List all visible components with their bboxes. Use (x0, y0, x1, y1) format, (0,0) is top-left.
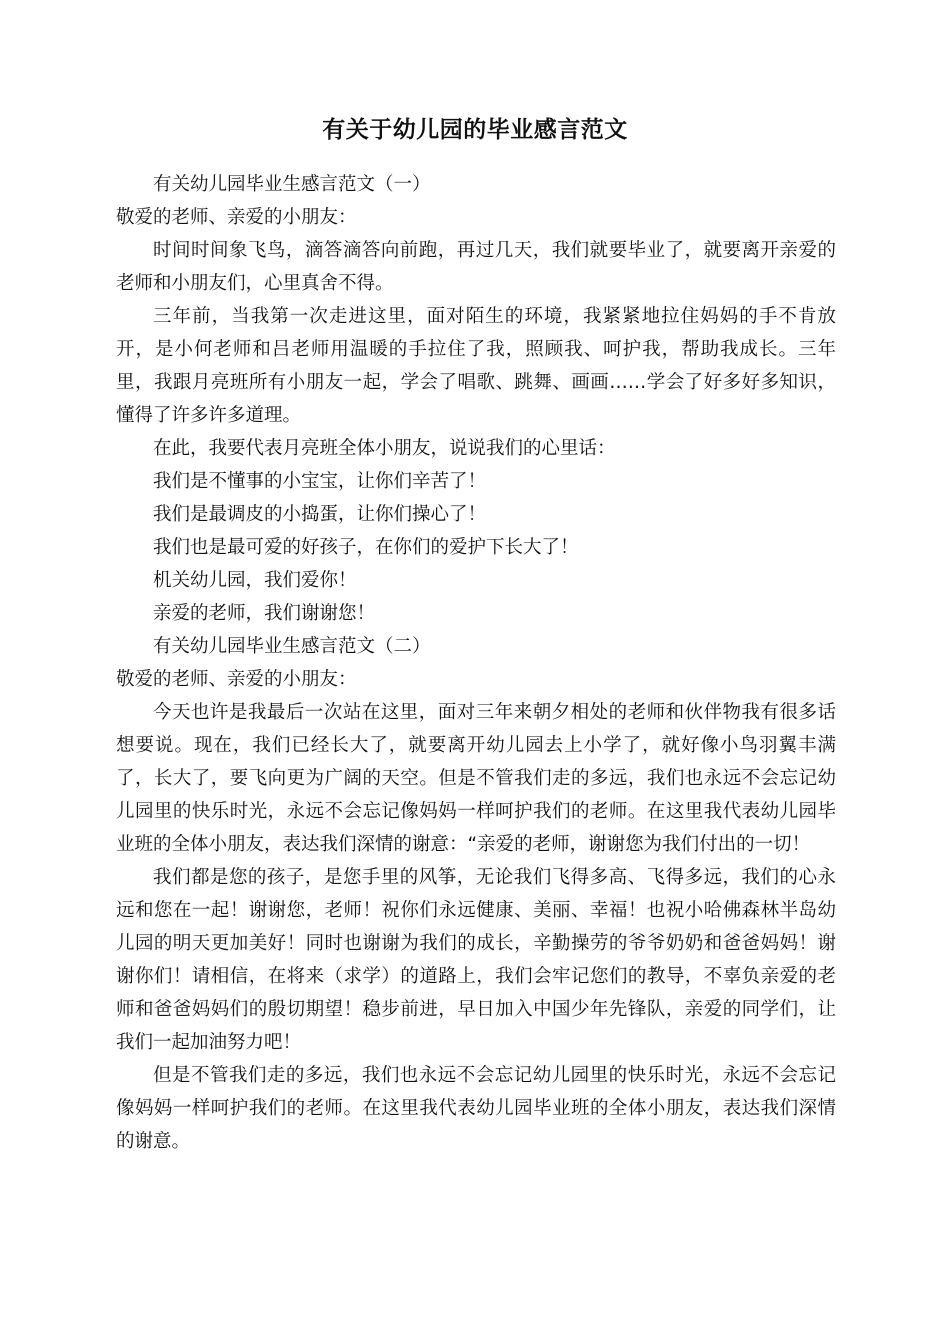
salutation-two: 敬爱的老师、亲爱的小朋友： (116, 669, 357, 690)
body-paragraph: 今天也许是我最后一次站在这里，面对三年来朝夕相处的老师和伙伴物我有很多话想要说。现在，我们已经长大了，就要离开幼儿园去上小学了，就好像小鸟羽翼丰满了，长大了，要飞向更为广阔的天空。但是不管我们走的多远，我们也永远不会忘记幼儿园里的快乐时光，永远不会忘记像妈妈一样呵护我们的老师。在这里我代表幼儿园毕业班的全体小朋友，表达我们深情的谢意：“亲爱的老师，谢谢您为我们付出的一切！ (116, 702, 836, 855)
body-paragraph: 我们都是您的孩子，是您手里的风筝，无论我们飞得多高、飞得多远，我们的心永远和您在一起！谢谢您，老师！祝你们永远健康、美丽、幸福！也祝小哈佛森林半岛幼儿园的明天更加美好！同时也谢谢为我们的成长，辛勤操劳的爷爷奶奶和爸爸妈妈！谢谢你们！请相信，在将来（求学）的道路上，我们会牢记您们的教导，不辜负亲爱的老师和爸爸妈妈们的殷切期望！稳步前进，早日加入中国少年先锋队，亲爱的同学们，让我们一起加油努力吧！ (116, 867, 836, 1053)
body-paragraph: 但是不管我们走的多远，我们也永远不会忘记幼儿园里的快乐时光，永远不会忘记像妈妈一样呵护我们的老师。在这里我代表幼儿园毕业班的全体小朋友，表达我们深情的谢意。 (116, 1065, 836, 1152)
body-paragraph: 亲爱的老师，我们谢谢您！ (153, 603, 376, 624)
section-heading-one: 有关幼儿园毕业生感言范文（一） (153, 174, 431, 195)
body-paragraph: 机关幼儿园，我们爱你！ (153, 570, 357, 591)
section-heading-two: 有关幼儿园毕业生感言范文（二） (153, 636, 431, 657)
document-title: 有关于幼儿园的毕业感言范文 (322, 117, 628, 143)
body-paragraph: 我们也是最可爱的好孩子，在你们的爱护下长大了！ (153, 537, 579, 558)
body-paragraph: 在此，我要代表月亮班全体小朋友，说说我们的心里话： (153, 438, 616, 459)
body-paragraph: 时间时间象飞鸟，滴答滴答向前跑，再过几天，我们就要毕业了，就要离开亲爱的老师和小朋友们，心里真舍不得。 (116, 240, 836, 294)
document-body (116, 168, 836, 1158)
body-paragraph: 我们是不懂事的小宝宝，让你们辛苦了！ (153, 471, 487, 492)
body-paragraph: 我们是最调皮的小捣蛋，让你们操心了！ (153, 504, 487, 525)
salutation-one: 敬爱的老师、亲爱的小朋友： (116, 207, 357, 228)
body-paragraph: 三年前，当我第一次走进这里，面对陌生的环境，我紧紧地拉住妈妈的手不肯放开，是小何老师和吕老师用温暖的手拉住了我，照顾我、呵护我，帮助我成长。三年里，我跟月亮班所有小朋友一起，学会了唱歌、跳舞、画画……学会了好多好多知识，懂得了许多许多道理。 (116, 306, 836, 426)
